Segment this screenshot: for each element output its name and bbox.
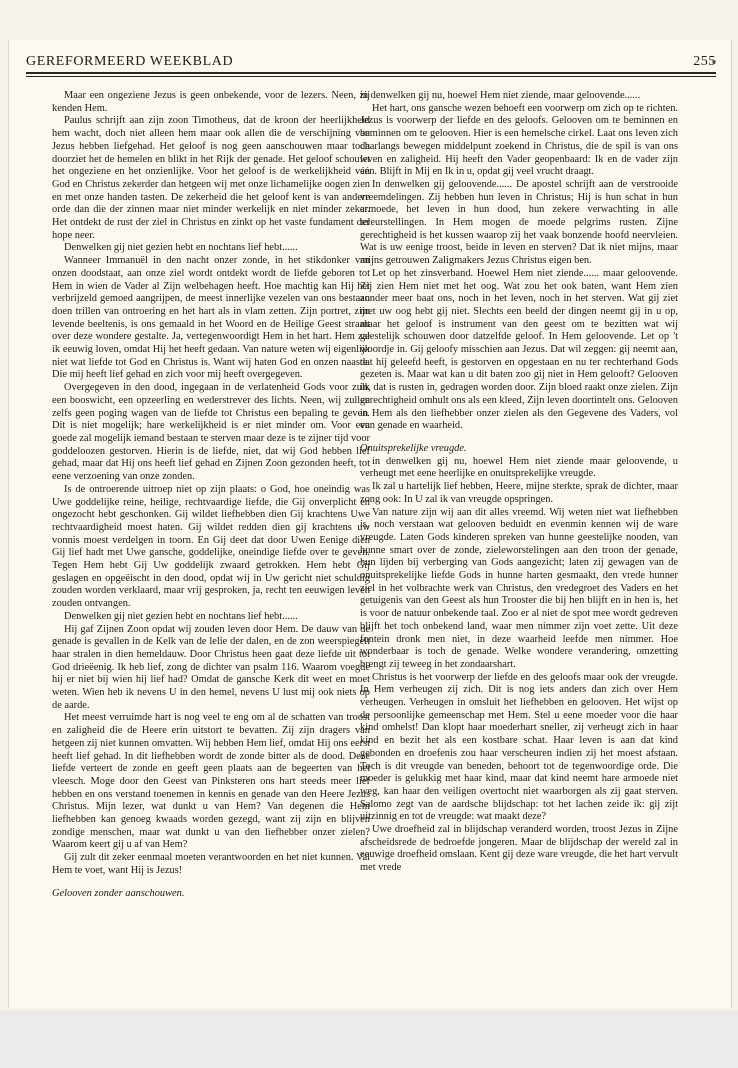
publication-title: GEREFORMEERD WEEKBLAD [26, 54, 234, 69]
paragraph: Let op het zinsverband. Hoewel Hem niet ziende...... maar geloovende. Zij zien Hem niet met het oog. Wat zou het ook baten, want Hem zien zonder meer baat ons, noch in het leven, noch in het sterven. Wat gij ziet met uw oog hebt gij niet. Slechts een beeld der dingen neemt gij in u op, maar het geloof is instrument van den geest om te bezitten wat wij geestelijk schouwen door datzelfde geloof. In Hem geloovende. Let op 't woordje in. Gij geloofy misschien aan Jezus. Dat wil zeggen: gij neemt aan, dat hij geleefd heeft, is gestorven en opgestaan en nu ter rechterhand Gods gezeten is. Maar wat kan u dit baten zoo gij niet in Hem gelooft? Gelooven in, dat is rusten in, gedragen worden door. Zijn bloed raakt onze zielen. Zijn gerechtigheid omhult ons als een kleed, Zijn leven doortintelt ons. Gelooven in Hem als den liefhebber onzer zielen als den Gegevene des Vaders, vol van genade en waarheid. [360, 267, 678, 432]
section-heading: Gelooven zonder aanschouwen. [52, 887, 185, 899]
paragraph: Hij gaf Zijnen Zoon opdat wij zouden leven door Hem. De dauw van de genade is gevallen in de Kelk van de lelie der dalen, en de zon weerspiegelt haar stralen in dien hemeldauw. Door Christus heen gaat deze liefde uit tot God drieëenig. Ik heb lief, zong de dichter van psalm 116. Waarom voegde hij er niet bij wien hij lief had? Omdat de gansche Kerk dit weet en moet weten. Wien heb ik nevens U in den hemel, nevens U lust mij ook niets op de aarde. [52, 623, 370, 711]
paragraph: Paulus schrijft aan zijn zoon Timotheus, dat de kroon der heerlijkheid hem wacht, doch niet alleen hem maar ook allen die de verschijning van Jezus hebben liefgehad. Het geloof is nog geen aanschouwen maar toch doorziet het de hemelen en blikt in het Rijk der genade. Het geloof schouwt het ongeziene en het onzienlijke. Voor het geloof is de werkelijkheid van God en Christus zekerder dan hetgeen wij met onze lichamelijke oogen zien en met onze handen tasten. De zekerheid die het geloof kent is van andere orde dan die der zinnen maar niet minder werkelijk en niet minder zeker. Het ontdekt de rust der ziel in Christus en zinkt op het vaste fundament der hope neer. [52, 115, 370, 241]
page-number: 255 [693, 54, 716, 69]
header-rule [26, 72, 716, 74]
paragraph: Christus is het voorwerp der liefde en des geloofs maar ook der vreugde. In Hem verheugen zij zich. Dit is nog iets anders dan zich over Hem verheugen. Verheugen in omsluit het liefhebben en gelooven. Het wijst op de persoonlijke gemeenschap met Hem. Stel u eene moeder voor die haar kind omhelst! Dan klopt haar moederhart sneller, zij verheugt zich in haar kind en bezit het als een kostbare schat. Haar leven is aan dat kind gebonden en droefenis zou haar verscheuren indien zij het moest afstaan. Toch is dit vreugde van beneden, behoort tot de tegenwoordige orde. Die moeder is gelukkig met haar kind, maar dat kind neemt hare armoede niet weg, kan haar den veiligen overtocht niet waarborgen als zij gaat sterven. Salomo zegt van de aardsche blijdschap: tot het lachen zeide ik: gij zijt uitzinnig en tot de vreugde: wat maakt deze? [360, 671, 678, 823]
paragraph: Ik zal u hartelijk lief hebben, Heere, mijne sterkte, sprak de dichter, maar zong ook: In U zal ik van vreugde opspringen. [360, 481, 678, 505]
paragraph: Overgegeven in den dood, ingegaan in de verlatenheid Gods voor zulk een booswicht, een opzeerling en wederstrever des lichts. Neen, wij zullen zelfs geen poging wagen van de liefde tot Christus een bepaling te geven. Dit is niet mogelijk; hare werkelijkheid is er niet minder om. Voor een goede zal mogelijk iemand bestaan te sterven maar deze is te zijner tijd voor goddeloozen gestorven. Hierin is de liefde, niet, dat wij God hebben lief gehad, maar dat Hij ons heeft lief gehad en Zijnen Zoon gezonden heeft, tot eene verzoening van onze zonden. [52, 382, 370, 483]
paragraph: Het meest verruimde hart is nog veel te eng om al de schatten van troost en zaligheid die de Heere erin uitstort te bevatten. Zij zijn dragers van hetgeen zij niet kunnen omvatten. Wij hebben Hem lief, omdat Hij ons eerst heeft lief gehad. In dit liefhebben wordt de zonde bitter als de dood. Deze liefde verteert de zonde en geeft geen plaats aan de begeerten van het vleesch. Moge door den Geest van Pinksteren ons hart steeds meer lief hebben en ons verstand toenemen in kennis en genade van den Heere Jezus Christus. Mijn lezer, wat dunkt u van Hem? Van degenen die Hem liefhebben kan genoeg kwaads worden gezegd, want zij zijn en blijven zondige menschen, maar wat dunkt u van den liefhebber onzer zielen? Waarom keert gij u af van Hem? [52, 712, 370, 851]
section-heading: Onuitsprekelijke vreugde. [360, 442, 467, 454]
paragraph: Is de ontroerende uitroep niet op zijn plaats: o God, hoe oneindig was Uwe goddelijke reine, heilige, rechtvaardige liefde, die Gij onverplicht en ongezocht hebt geschonken. Gij wildet liefhebben dien Gij krachtens Uwe rechtvaardigheid moest haten. Gij wildet redden dien gij krachtens uw vonnis moest verdelgen in toorn. En Gij deet dat door Uwen Eenige dien Gij lief hadt met Uwe gansche, goddelijke, oneindige liefde over te geven. Tegen Hem hebt Gij Uw goddelijk zwaard getrokken. Hem hebt Gij geslagen en opgeëischt in den dood, opdat wij in Uw gericht niet schuldig zouden worden verklaard, maar vrij gesproken, ja, recht ten eeuwigen leven zouden ontvangen. [52, 483, 370, 610]
paragraph: In denwelken gij geloovende...... De apostel schrijft aan de verstrooide vreemdelingen. Zij hebben hun leven in Christus; Hij is hun schat in hun armoede, het leven in hun dood, hun zekere verwachting in alle teleurstellingen. In Hem mogen de moede pelgrims rusten. Zijne gerechtigheid is het kussen waarop zij het vaak bonzende hoofd neervleien. Wat is uw eenige troost, beide in leven en sterven? Dat ik niet mijns, maar mijns getrouwen Zaligmakers Jezus Christus eigen ben. [360, 178, 678, 267]
paragraph: Denwelken gij niet gezien hebt en nochtans lief hebt...... [64, 242, 298, 254]
left-column [52, 90, 370, 900]
right-column [360, 90, 678, 875]
paragraph: Van nature zijn wij aan dit alles vreemd. Wij weten niet wat liefhebben is, noch verstaan wat gelooven beduidt en evenmin kennen wij de ware vreugde. Laten Gods kinderen spreken van hunne geestelijke nooden, van hunne smart over de zonde, zieleworstelingen aan den troon der genade, hun lijden bij verberging van Gods aangezicht; laten zij gewagen van de onuitsprekelijke liefde Gods in hunne harten gesmaakt, den vrede hunner ziel in het volbrachte werk van Christus, den vredegroet des Vaders en het getuigenis van den Geest als hun Trooster die bij hen blijft en in hen is, het is voor de natuur onbekende taal. Zoo er al niet de spot mee wordt gedreven blijft het toch onbekend land, waar men nimmer zijn voet zette. Uit deze fontein dronk men niet, in deze waarheid leefde men nimmer. Hoe wonderbaar is toch de genade. Welke wondere verandering, omzetting brengt zij teweeg in het zondaarshart. [360, 506, 678, 670]
page-header [26, 48, 716, 70]
paragraph: Uwe droefheid zal in blijdschap veranderd worden, troost Jezus in Zijne afscheidsrede de bedroefde jongeren. Maar de blijdschap der wereld zal in eeuwige droefheid omslaan. Kent gij deze ware vreugde, die het hart vervult met vrede [360, 824, 678, 874]
paragraph: in denwelken gij nu, hoewel Hem niet ziende, maar geloovende...... [360, 90, 641, 101]
paragraph: Gij zult dit zeker eenmaal moeten verantwoorden en het niet kunnen. Val Hem te voet, want Hij is Jezus! [52, 852, 370, 876]
bottom-margin [0, 1010, 738, 1068]
paragraph: Denwelken gij niet gezien hebt en nochtans lief hebt...... [64, 610, 298, 622]
paragraph: Maar een ongeziene Jezus is geen onbekende, voor de lezers. Neen, zij kenden Hem. [52, 90, 370, 114]
paragraph: in denwelken gij nu, hoewel Hem niet ziende maar geloovende, u verheugt met eene heerlijke en onuitsprekelijke vreugde. [360, 455, 678, 480]
paragraph: Wanneer Immanuël in den nacht onzer zonde, in het stikdonker van onzen doodstaat, aan onze ziel wordt ontdekt wordt de liefde geboren tot Hem in wien de Vader al Zijn welbehagen heeft. Hoe machtig kan Hij het verbrijzeld gemoed aangrijpen, de meest innerlijke vezelen van ons bestaan doen trillen van ontroering en het hart als in vlam zetten. Zijn portret, zijn levende beeltenis, is ons gemaald in het Woord en de Heilige Geest straalt over deze wondere gestalte. Ja, vertegenwoordigt Hem in het hart. Hem zal ik eeuwig loven, omdat Hij het heeft gedaan. Van nature weten wij eigenlijk niet wat liefde tot God en Christus is. Want wij haten God en onzen naaste. Die mij heeft lief gehad en zich voor mij heeft overgegeven. [52, 255, 370, 381]
header-rule-thin [26, 76, 716, 77]
paragraph: Het hart, ons gansche wezen behoeft een voorwerp om zich op te richten. Jezus is voorwerp der liefde en des geloofs. Gelooven om te beminnen en beminnen om te gelooven. Hier is een hemelsche cirkel. Laat ons leven zich daarlangs bewegen middelpunt zoekend in Christus, die de spil is van ons leven en zaligheid. Hij heeft den Vader geopenbaard: Ik en de vader zijn één. Blijft in Mij en Ik in u, opdat gij veel vrucht draagt. [360, 102, 678, 178]
